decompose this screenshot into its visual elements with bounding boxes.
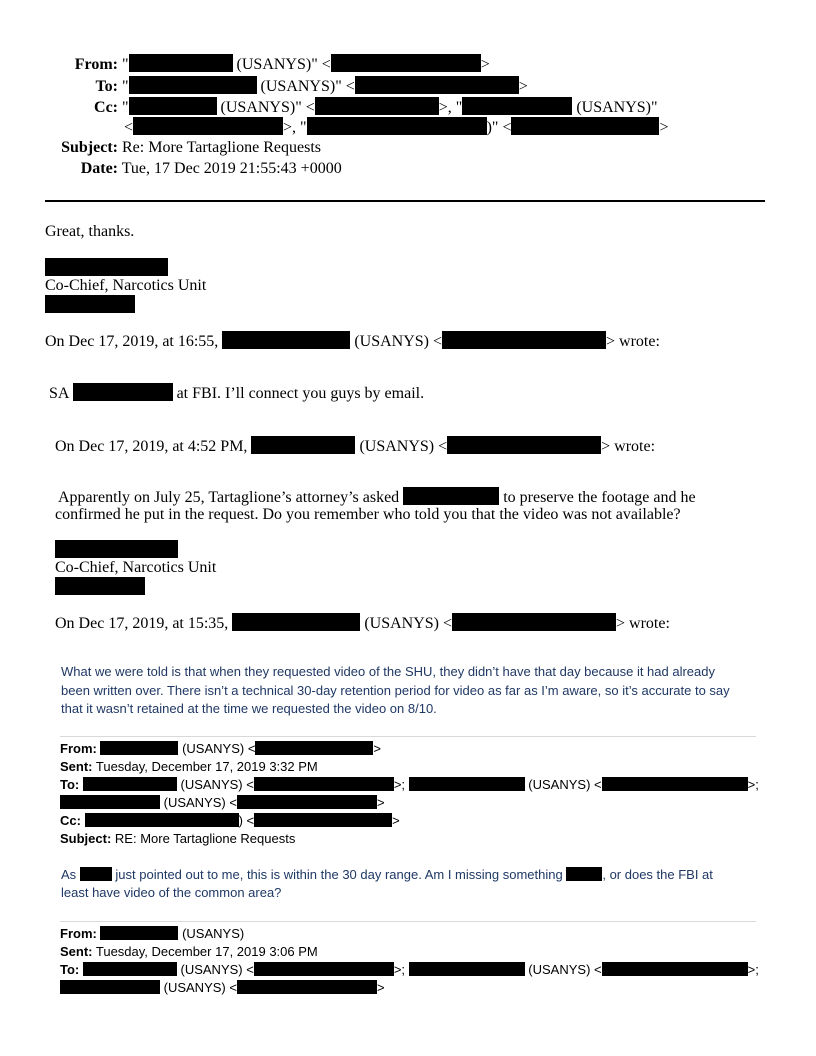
- redaction-box: [602, 777, 748, 791]
- header-cc-row-2: < >, " )" < >: [124, 119, 669, 136]
- redaction-box: [83, 777, 177, 791]
- blue-paragraph-line-1: What we were told is that when they requested video of the SHU, they didn’t have that day because it had already: [61, 664, 715, 679]
- redaction-box: [254, 777, 394, 791]
- redaction-box: [60, 980, 160, 994]
- date-label: Date:: [80, 160, 118, 177]
- signature-phone-redacted: [45, 295, 135, 315]
- redaction-box: [462, 97, 572, 115]
- cc-label: Cc:: [94, 99, 118, 116]
- fwd2-from-row: From: (USANYS): [60, 926, 245, 941]
- fwd1-sent-row: Sent: Tuesday, December 17, 2019 3:32 PM: [60, 759, 318, 774]
- forward-divider-1: [60, 736, 756, 737]
- redaction-box: [222, 331, 350, 349]
- blue-paragraph-line-3: that it wasn’t retained at the time we requested the video on 8/10.: [61, 701, 437, 716]
- fwd2-to-row: To: (USANYS) < >; (USANYS) < >;: [60, 962, 759, 977]
- redaction-box: [403, 487, 499, 505]
- from-label: From:: [74, 56, 118, 73]
- redaction-box: [237, 980, 377, 994]
- redaction-box: [447, 436, 601, 454]
- signature-name-redacted: [55, 540, 178, 560]
- blue-question-line-1: As just pointed out to me, this is within the 30 day range. Am I missing something , or does the FBI at: [61, 867, 713, 882]
- redaction-box: [83, 962, 177, 976]
- header-from-row: From: " (USANYS)" < >: [45, 54, 490, 74]
- fwd2-sent-row: Sent: Tuesday, December 17, 2019 3:06 PM: [60, 944, 318, 959]
- fwd1-subject-row: Subject: RE: More Tartaglione Requests: [60, 831, 296, 846]
- fwd1-sent-date: Tuesday, December 17, 2019 3:32 PM: [95, 759, 318, 774]
- redaction-box: [409, 777, 525, 791]
- redaction-box: [566, 867, 602, 881]
- blue-question-line-2: least have video of the common area?: [61, 885, 282, 900]
- paragraph-line-1: Apparently on July 25, Tartaglione’s attorney’s asked to preserve the footage and he: [58, 489, 696, 506]
- blue-paragraph-line-2: been written over. There isn’t a technical 30-day retention period for video as far as I’m aware, so it’s accurate to say: [61, 683, 730, 698]
- redaction-box: [251, 436, 355, 454]
- redaction-box: [254, 962, 394, 976]
- header-date-row: [45, 160, 342, 178]
- paragraph-line-2: confirmed he put in the request. Do you remember who told you that the video was not available?: [55, 506, 681, 523]
- sa-line: SA at FBI. I’ll connect you guys by email.: [49, 385, 425, 402]
- signature-title: Co-Chief, Narcotics Unit: [45, 277, 207, 294]
- redaction-box: [355, 76, 519, 94]
- redaction-box: [100, 741, 178, 755]
- quote-header-1: On Dec 17, 2019, at 16:55, (USANYS) < > wrote:: [45, 333, 660, 350]
- redaction-box: [255, 741, 373, 755]
- redaction-box: [60, 795, 160, 809]
- fwd2-to-row-2: (USANYS) < >: [60, 980, 385, 995]
- redaction-box: [254, 813, 392, 827]
- greeting: Great, thanks.: [45, 223, 135, 240]
- redaction-box: [511, 117, 659, 135]
- signature-phone-redacted: [55, 577, 145, 597]
- redaction-box: [100, 926, 178, 940]
- redaction-box: [602, 962, 748, 976]
- forward-divider-2: [60, 921, 756, 922]
- redaction-box: [73, 383, 173, 401]
- redaction-box: [237, 795, 377, 809]
- header-cc-row: Cc: " (USANYS)" < >, " (USANYS)": [45, 97, 658, 117]
- redaction-box: [315, 97, 439, 115]
- fwd1-subject-text: RE: More Tartaglione Requests: [114, 831, 296, 846]
- to-label: To:: [95, 78, 118, 95]
- header-to-row: To: " (USANYS)" < >: [45, 76, 528, 96]
- redaction-box: [331, 54, 481, 72]
- quote-header-3: On Dec 17, 2019, at 15:35, (USANYS) < > wrote:: [55, 615, 670, 632]
- redaction-box: [129, 97, 217, 115]
- redaction-box: [442, 331, 606, 349]
- fwd1-to-row-2: (USANYS) < >: [60, 795, 385, 810]
- quote-header-2: On Dec 17, 2019, at 4:52 PM, (USANYS) < > wrote:: [55, 438, 656, 455]
- redaction-box: [409, 962, 525, 976]
- date-text: Tue, 17 Dec 2019 21:55:43 +0000: [121, 160, 342, 177]
- signature-title: Co-Chief, Narcotics Unit: [55, 559, 217, 576]
- subject-label: Subject:: [61, 139, 118, 156]
- fwd1-to-row: To: (USANYS) < >; (USANYS) < >;: [60, 777, 759, 792]
- redaction-box: [129, 54, 233, 72]
- redaction-box: [133, 117, 283, 135]
- redaction-box: [452, 613, 616, 631]
- signature-name-redacted: [45, 258, 168, 278]
- fwd1-cc-row: Cc: ) < >: [60, 813, 400, 828]
- redaction-box: [85, 813, 239, 827]
- redaction-box: [307, 117, 487, 135]
- subject-text: Re: More Tartaglione Requests: [122, 139, 321, 156]
- redaction-box: [80, 867, 112, 881]
- fwd2-sent-date: Tuesday, December 17, 2019 3:06 PM: [95, 944, 318, 959]
- fwd1-from-row: From: (USANYS) < >: [60, 741, 382, 756]
- header-subject-row: [45, 139, 321, 157]
- header-divider: [45, 200, 765, 202]
- redaction-box: [232, 613, 360, 631]
- redaction-box: [129, 76, 257, 94]
